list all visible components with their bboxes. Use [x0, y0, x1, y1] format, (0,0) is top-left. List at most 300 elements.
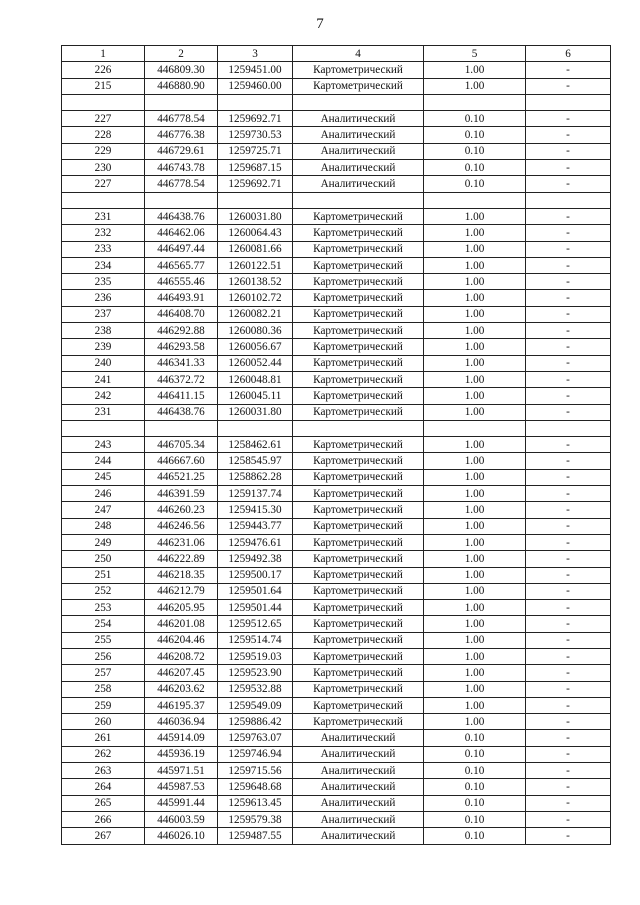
table-cell: 1259549.09	[218, 697, 293, 713]
header-cell: 3	[218, 46, 293, 62]
table-cell: 1259415.30	[218, 502, 293, 518]
table-row	[62, 469, 611, 485]
table-cell: 215	[62, 78, 145, 94]
table-cell: 1259500.17	[218, 567, 293, 583]
table-row	[62, 795, 611, 811]
table-cell: -	[526, 518, 611, 534]
table-cell: -	[526, 388, 611, 404]
table-cell	[424, 192, 526, 208]
table-cell: 0.10	[424, 763, 526, 779]
table-cell	[62, 192, 145, 208]
table-cell: 1.00	[424, 486, 526, 502]
table-cell: -	[526, 339, 611, 355]
table-cell: 258	[62, 681, 145, 697]
table-cell: -	[526, 714, 611, 730]
table-cell: 1259512.65	[218, 616, 293, 632]
table-cell: 1259886.42	[218, 714, 293, 730]
table-cell: Картометрический	[293, 632, 424, 648]
table-cell: 231	[62, 404, 145, 420]
table-cell: 446204.46	[145, 632, 218, 648]
table-cell: Картометрический	[293, 62, 424, 78]
table-row	[62, 274, 611, 290]
table-cell: 1.00	[424, 274, 526, 290]
table-cell	[145, 192, 218, 208]
table-cell: -	[526, 225, 611, 241]
table-cell: 1259443.77	[218, 518, 293, 534]
table-cell: -	[526, 355, 611, 371]
table-cell	[145, 420, 218, 436]
table-cell: 446667.60	[145, 453, 218, 469]
table-cell: 1258862.28	[218, 469, 293, 485]
table-cell: 446026.10	[145, 828, 218, 844]
table-cell: 242	[62, 388, 145, 404]
table-cell: 1.00	[424, 208, 526, 224]
table-cell: Аналитический	[293, 111, 424, 127]
table-row	[62, 225, 611, 241]
table-row	[62, 257, 611, 273]
table-cell: 264	[62, 779, 145, 795]
table-cell: 445987.53	[145, 779, 218, 795]
table-cell: 0.10	[424, 111, 526, 127]
table-cell: 1.00	[424, 388, 526, 404]
table-cell: -	[526, 306, 611, 322]
table-row	[62, 632, 611, 648]
table-cell: 1.00	[424, 681, 526, 697]
table-cell: Картометрический	[293, 306, 424, 322]
table-cell: 0.10	[424, 730, 526, 746]
table-cell: -	[526, 811, 611, 827]
table-cell: 446260.23	[145, 502, 218, 518]
table-cell: 1259613.45	[218, 795, 293, 811]
header-cell: 5	[424, 46, 526, 62]
table-cell: 247	[62, 502, 145, 518]
table-cell: 229	[62, 143, 145, 159]
table-cell	[293, 192, 424, 208]
table-row	[62, 828, 611, 844]
table-cell: Картометрический	[293, 551, 424, 567]
table-cell: 446497.44	[145, 241, 218, 257]
table-cell: 0.10	[424, 160, 526, 176]
table-cell: -	[526, 567, 611, 583]
table-cell: 446201.08	[145, 616, 218, 632]
table-cell: 267	[62, 828, 145, 844]
table-row	[62, 681, 611, 697]
table-cell: -	[526, 453, 611, 469]
table-cell: -	[526, 665, 611, 681]
table-cell: 1.00	[424, 78, 526, 94]
table-cell: 0.10	[424, 746, 526, 762]
table-row	[62, 339, 611, 355]
table-cell: 1.00	[424, 616, 526, 632]
table-cell: -	[526, 697, 611, 713]
coordinates-table	[61, 45, 611, 845]
table-cell: 446493.91	[145, 290, 218, 306]
table-cell: 446207.45	[145, 665, 218, 681]
table-cell: 1.00	[424, 502, 526, 518]
table-row	[62, 388, 611, 404]
table-cell: Картометрический	[293, 339, 424, 355]
table-cell	[293, 420, 424, 436]
table-cell: Картометрический	[293, 697, 424, 713]
table-cell: Аналитический	[293, 176, 424, 192]
table-cell: 446776.38	[145, 127, 218, 143]
table-cell: Картометрический	[293, 518, 424, 534]
table-cell: 260	[62, 714, 145, 730]
table-row	[62, 371, 611, 387]
table-row	[62, 583, 611, 599]
table-cell: 1259579.38	[218, 811, 293, 827]
table-cell: 253	[62, 600, 145, 616]
table-cell: Аналитический	[293, 746, 424, 762]
table-cell: 263	[62, 763, 145, 779]
table-cell: 1259501.64	[218, 583, 293, 599]
table-row	[62, 160, 611, 176]
table-row	[62, 551, 611, 567]
table-cell: 259	[62, 697, 145, 713]
table-cell: -	[526, 127, 611, 143]
table-cell: 1260056.67	[218, 339, 293, 355]
table-cell: 1.00	[424, 583, 526, 599]
table-cell: 0.10	[424, 176, 526, 192]
table-cell: -	[526, 274, 611, 290]
table-cell: 230	[62, 160, 145, 176]
table-cell: 446521.25	[145, 469, 218, 485]
table-cell: 446293.58	[145, 339, 218, 355]
table-row	[62, 811, 611, 827]
table-cell	[424, 420, 526, 436]
table-row	[62, 127, 611, 143]
table-cell: -	[526, 176, 611, 192]
table-cell: 446778.54	[145, 111, 218, 127]
table-cell: 232	[62, 225, 145, 241]
table-cell: 228	[62, 127, 145, 143]
table-cell: 1258462.61	[218, 437, 293, 453]
table-cell: 446222.89	[145, 551, 218, 567]
table-cell: -	[526, 78, 611, 94]
table-cell	[62, 420, 145, 436]
table-cell: 446372.72	[145, 371, 218, 387]
table-row	[62, 697, 611, 713]
table-row	[62, 648, 611, 664]
table-cell: 236	[62, 290, 145, 306]
table-cell: 1259763.07	[218, 730, 293, 746]
table-cell: -	[526, 437, 611, 453]
table-row	[62, 453, 611, 469]
table-cell: 1259692.71	[218, 111, 293, 127]
table-cell: 1260064.43	[218, 225, 293, 241]
table-cell: -	[526, 502, 611, 518]
header-cell: 6	[526, 46, 611, 62]
table-cell: 446408.70	[145, 306, 218, 322]
table-cell: 1.00	[424, 534, 526, 550]
table-cell: 234	[62, 257, 145, 273]
table-cell: 446203.62	[145, 681, 218, 697]
table-cell: -	[526, 681, 611, 697]
table-cell: 446231.06	[145, 534, 218, 550]
table-cell: 226	[62, 62, 145, 78]
table-cell: 445914.09	[145, 730, 218, 746]
table-cell: 252	[62, 583, 145, 599]
table-cell: -	[526, 486, 611, 502]
table-row	[62, 763, 611, 779]
table-cell: Картометрический	[293, 502, 424, 518]
table-cell: 1.00	[424, 665, 526, 681]
table-cell: 238	[62, 323, 145, 339]
table-cell: 1.00	[424, 697, 526, 713]
table-cell: 1.00	[424, 600, 526, 616]
table-cell: 250	[62, 551, 145, 567]
table-cell: -	[526, 632, 611, 648]
table-cell: 446195.37	[145, 697, 218, 713]
table-cell: 1259492.38	[218, 551, 293, 567]
table-cell: 1259725.71	[218, 143, 293, 159]
table-cell	[145, 94, 218, 110]
table-cell: Картометрический	[293, 648, 424, 664]
table-row	[62, 600, 611, 616]
table-row	[62, 323, 611, 339]
table-row	[62, 94, 611, 110]
table-cell: 1259692.71	[218, 176, 293, 192]
table-cell: -	[526, 241, 611, 257]
table-cell: 1260031.80	[218, 404, 293, 420]
table-cell: 257	[62, 665, 145, 681]
table-cell: 240	[62, 355, 145, 371]
table-cell: 446880.90	[145, 78, 218, 94]
table-cell: 1.00	[424, 404, 526, 420]
table-cell: 239	[62, 339, 145, 355]
table-cell: 251	[62, 567, 145, 583]
table-cell: -	[526, 600, 611, 616]
table-cell: 1259715.56	[218, 763, 293, 779]
table-cell: 1.00	[424, 225, 526, 241]
table-cell: 1.00	[424, 62, 526, 78]
table-cell: 446462.06	[145, 225, 218, 241]
table-cell: 243	[62, 437, 145, 453]
table-cell: 445991.44	[145, 795, 218, 811]
table-row	[62, 176, 611, 192]
table-cell: 1260052.44	[218, 355, 293, 371]
table-row	[62, 290, 611, 306]
table-row	[62, 518, 611, 534]
table-cell: 1260138.52	[218, 274, 293, 290]
table-cell	[218, 420, 293, 436]
table-cell: Картометрический	[293, 616, 424, 632]
table-cell: 1259523.90	[218, 665, 293, 681]
table-cell: Картометрический	[293, 469, 424, 485]
table-cell: 1259487.55	[218, 828, 293, 844]
table-cell: -	[526, 160, 611, 176]
table-cell: 0.10	[424, 127, 526, 143]
table-cell: Аналитический	[293, 795, 424, 811]
header-cell: 1	[62, 46, 145, 62]
table-cell	[62, 94, 145, 110]
table-cell: -	[526, 730, 611, 746]
table-cell: -	[526, 143, 611, 159]
table-cell	[218, 94, 293, 110]
table-cell: Картометрический	[293, 78, 424, 94]
table-cell: 235	[62, 274, 145, 290]
table-cell: -	[526, 371, 611, 387]
table-cell: Аналитический	[293, 811, 424, 827]
table-cell: -	[526, 779, 611, 795]
table-cell: -	[526, 290, 611, 306]
table-row	[62, 567, 611, 583]
table-cell: 1.00	[424, 257, 526, 273]
table-row	[62, 665, 611, 681]
table-cell: Картометрический	[293, 600, 424, 616]
table-cell: Картометрический	[293, 437, 424, 453]
table-cell: 445936.19	[145, 746, 218, 762]
table-cell: 1259648.68	[218, 779, 293, 795]
table-cell: 1.00	[424, 551, 526, 567]
table-cell: -	[526, 616, 611, 632]
table-cell: Картометрический	[293, 486, 424, 502]
table-cell: -	[526, 208, 611, 224]
table-cell: Картометрический	[293, 355, 424, 371]
table-cell: 254	[62, 616, 145, 632]
table-cell: Картометрический	[293, 714, 424, 730]
table-cell: -	[526, 257, 611, 273]
table-cell: 1.00	[424, 355, 526, 371]
table-cell: 446246.56	[145, 518, 218, 534]
table-row	[62, 241, 611, 257]
table-cell: -	[526, 404, 611, 420]
table-cell: 0.10	[424, 811, 526, 827]
table-cell: Аналитический	[293, 143, 424, 159]
table-cell: Картометрический	[293, 323, 424, 339]
table-cell: 1260122.51	[218, 257, 293, 273]
table-cell: Картометрический	[293, 371, 424, 387]
table-cell: 227	[62, 176, 145, 192]
table-cell: 446411.15	[145, 388, 218, 404]
table-cell: -	[526, 763, 611, 779]
table-cell: 446809.30	[145, 62, 218, 78]
table-cell: 231	[62, 208, 145, 224]
coordinates-table-body	[62, 46, 611, 845]
table-row	[62, 420, 611, 436]
table-cell: 1.00	[424, 567, 526, 583]
table-cell: Картометрический	[293, 241, 424, 257]
table-row	[62, 306, 611, 322]
table-cell: 0.10	[424, 779, 526, 795]
table-cell: 446212.79	[145, 583, 218, 599]
header-cell: 4	[293, 46, 424, 62]
table-cell: 1.00	[424, 241, 526, 257]
table-cell: Картометрический	[293, 225, 424, 241]
table-cell: 1260080.36	[218, 323, 293, 339]
table-row	[62, 779, 611, 795]
table-cell: 237	[62, 306, 145, 322]
table-cell: 256	[62, 648, 145, 664]
table-cell: 227	[62, 111, 145, 127]
table-cell: Картометрический	[293, 583, 424, 599]
table-cell: 1.00	[424, 306, 526, 322]
table-cell: 249	[62, 534, 145, 550]
table-cell: 1.00	[424, 469, 526, 485]
table-cell: 1259519.03	[218, 648, 293, 664]
table-cell: 1259476.61	[218, 534, 293, 550]
table-row	[62, 714, 611, 730]
table-cell: 446438.76	[145, 208, 218, 224]
table-cell: 446208.72	[145, 648, 218, 664]
table-cell: 446218.35	[145, 567, 218, 583]
table-cell: 1260102.72	[218, 290, 293, 306]
table-cell: 245	[62, 469, 145, 485]
table-row	[62, 143, 611, 159]
table-row	[62, 486, 611, 502]
table-row	[62, 437, 611, 453]
table-cell: 0.10	[424, 143, 526, 159]
table-cell: 1.00	[424, 339, 526, 355]
table-cell	[218, 192, 293, 208]
table-row	[62, 355, 611, 371]
table-cell: 1260082.21	[218, 306, 293, 322]
table-cell: 233	[62, 241, 145, 257]
table-row	[62, 208, 611, 224]
table-cell: 1.00	[424, 648, 526, 664]
table-row	[62, 111, 611, 127]
table-cell: 265	[62, 795, 145, 811]
table-cell: 446565.77	[145, 257, 218, 273]
header-row	[62, 46, 611, 62]
table-cell: -	[526, 111, 611, 127]
table-cell: Картометрический	[293, 404, 424, 420]
table-cell: 1259532.88	[218, 681, 293, 697]
table-cell: 1259501.44	[218, 600, 293, 616]
table-row	[62, 746, 611, 762]
table-cell: -	[526, 323, 611, 339]
table-cell: Картометрический	[293, 257, 424, 273]
table-cell	[526, 94, 611, 110]
table-cell: 446003.59	[145, 811, 218, 827]
table-row	[62, 616, 611, 632]
table-cell: 446341.33	[145, 355, 218, 371]
table-cell: Картометрический	[293, 567, 424, 583]
table-cell: -	[526, 62, 611, 78]
table-row	[62, 730, 611, 746]
table-cell: 446729.61	[145, 143, 218, 159]
table-cell: 0.10	[424, 828, 526, 844]
table-cell: Аналитический	[293, 127, 424, 143]
table-cell: Аналитический	[293, 763, 424, 779]
table-cell: Картометрический	[293, 274, 424, 290]
table-cell: 445971.51	[145, 763, 218, 779]
table-cell: Аналитический	[293, 160, 424, 176]
table-cell: 1259514.74	[218, 632, 293, 648]
table-cell: 246	[62, 486, 145, 502]
table-cell: 1.00	[424, 518, 526, 534]
table-cell: 1.00	[424, 714, 526, 730]
table-cell: -	[526, 583, 611, 599]
table-cell: Картометрический	[293, 290, 424, 306]
table-row	[62, 404, 611, 420]
table-cell: 1.00	[424, 371, 526, 387]
table-cell: 1.00	[424, 323, 526, 339]
table-cell: Картометрический	[293, 665, 424, 681]
table-cell: 1260031.80	[218, 208, 293, 224]
table-cell: 1259746.94	[218, 746, 293, 762]
table-cell: 1260048.81	[218, 371, 293, 387]
table-cell: Аналитический	[293, 828, 424, 844]
table-row	[62, 78, 611, 94]
table-cell: -	[526, 551, 611, 567]
table-cell	[293, 94, 424, 110]
table-cell: 266	[62, 811, 145, 827]
table-cell: 241	[62, 371, 145, 387]
table-cell: 1.00	[424, 453, 526, 469]
table-cell: 446438.76	[145, 404, 218, 420]
table-cell: Картометрический	[293, 453, 424, 469]
